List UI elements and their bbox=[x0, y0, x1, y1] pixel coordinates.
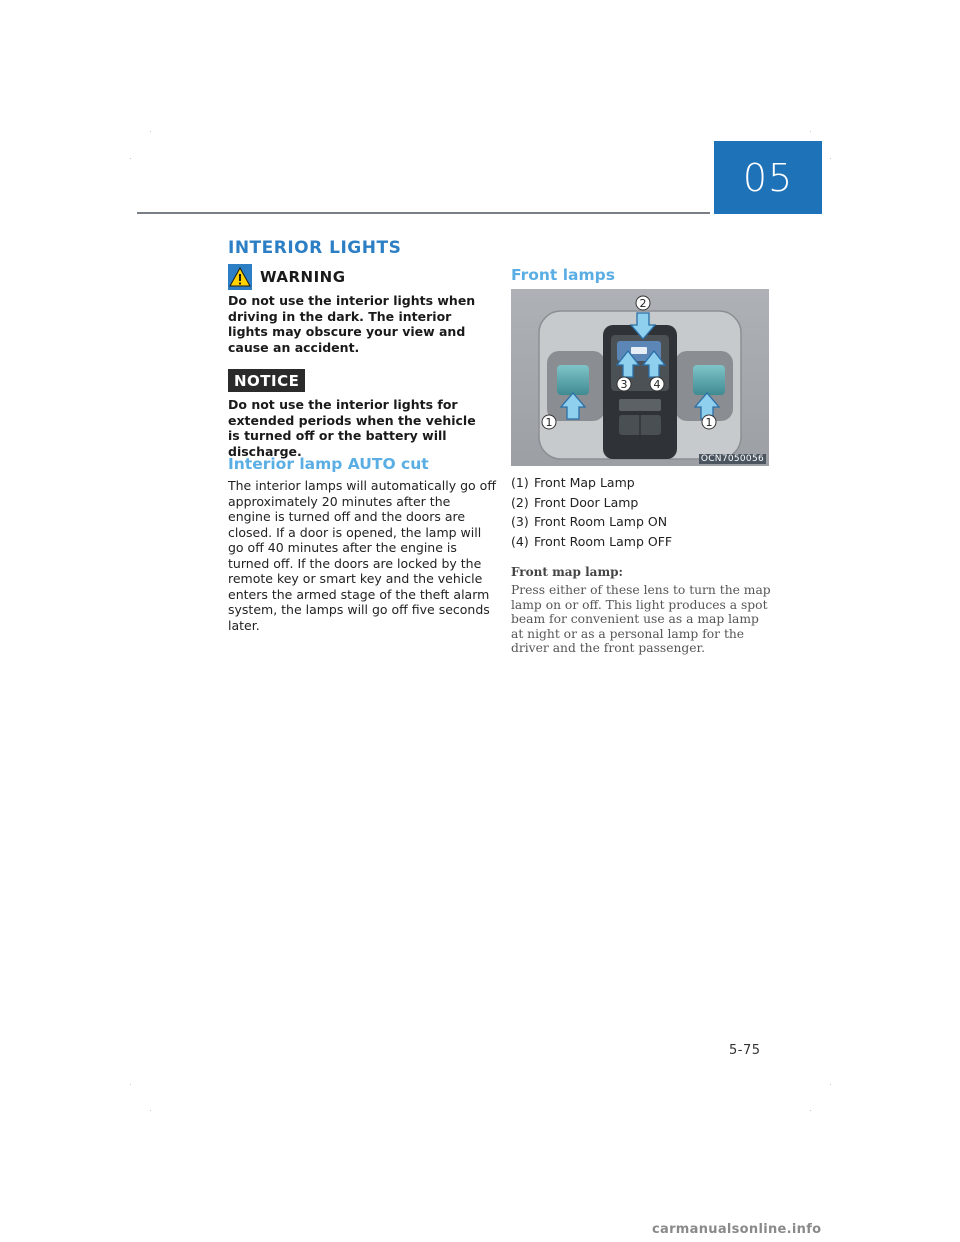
legend-item: (1) Front Map Lamp bbox=[511, 475, 635, 490]
callout-4: 4 bbox=[653, 378, 661, 391]
map-lamp-heading: Front map lamp: bbox=[511, 565, 623, 579]
legend-item: (2) Front Door Lamp bbox=[511, 494, 639, 510]
front-lamps-heading: Front lamps bbox=[511, 266, 615, 284]
auto-cut-heading: Interior lamp AUTO cut bbox=[228, 455, 429, 473]
warning-label: WARNING bbox=[260, 268, 346, 286]
map-lamp-text: Press either of these lens to turn the map lamp on or off. This light produces a spot beam for convenient use as a map lamp at night or as a personal lamp for the driver and the front passenger. bbox=[511, 583, 771, 655]
front-lamps-figure bbox=[511, 289, 769, 466]
overhead-console-illustration bbox=[511, 289, 769, 466]
page-number: 5-75 bbox=[729, 1043, 761, 1058]
legend-item: (4) Front Room Lamp OFF bbox=[511, 533, 673, 549]
section-title: INTERIOR LIGHTS bbox=[228, 238, 402, 258]
crop-mark bbox=[150, 1110, 151, 1111]
notice-badge: NOTICE bbox=[228, 369, 305, 392]
callout-3: 3 bbox=[620, 378, 628, 391]
crop-mark bbox=[810, 1110, 811, 1111]
header-rule bbox=[137, 212, 710, 214]
warning-text: Do not use the interior lights when driving in the dark. The interior lights may obscure your view and cause an accident. bbox=[228, 293, 476, 355]
figure-legend bbox=[511, 473, 672, 551]
auto-cut-text: The interior lamps will automatically go off approximately 20 minutes after the engine is turned off and the doors are closed. If a door is opened, the lamp will go off 40 minutes after the engine is turned off. If the doors are locked by the remote key or smart key and the vehicle enters the armed stage of the theft alarm system, the lamps will go off five seconds later. bbox=[228, 478, 496, 633]
callout-2: 2 bbox=[639, 297, 647, 310]
chapter-tab: 05 bbox=[714, 141, 822, 214]
crop-mark bbox=[830, 1084, 831, 1085]
figure-code: OCN7050056 bbox=[700, 454, 764, 464]
legend-item: (3) Front Room Lamp ON bbox=[511, 514, 668, 529]
crop-mark bbox=[810, 131, 811, 132]
crop-mark bbox=[150, 131, 151, 132]
callout-1-right: 1 bbox=[705, 416, 713, 429]
warning-triangle-icon bbox=[228, 264, 252, 290]
watermark: carmanualsonline.info bbox=[652, 1222, 822, 1237]
crop-mark bbox=[130, 1084, 131, 1085]
crop-mark bbox=[130, 158, 131, 159]
notice-text: Do not use the interior lights for extended periods when the vehicle is turned off or the battery will discharge. bbox=[228, 397, 476, 459]
warning-header bbox=[228, 264, 346, 290]
callout-1-left: 1 bbox=[545, 416, 553, 429]
crop-mark bbox=[830, 158, 831, 159]
